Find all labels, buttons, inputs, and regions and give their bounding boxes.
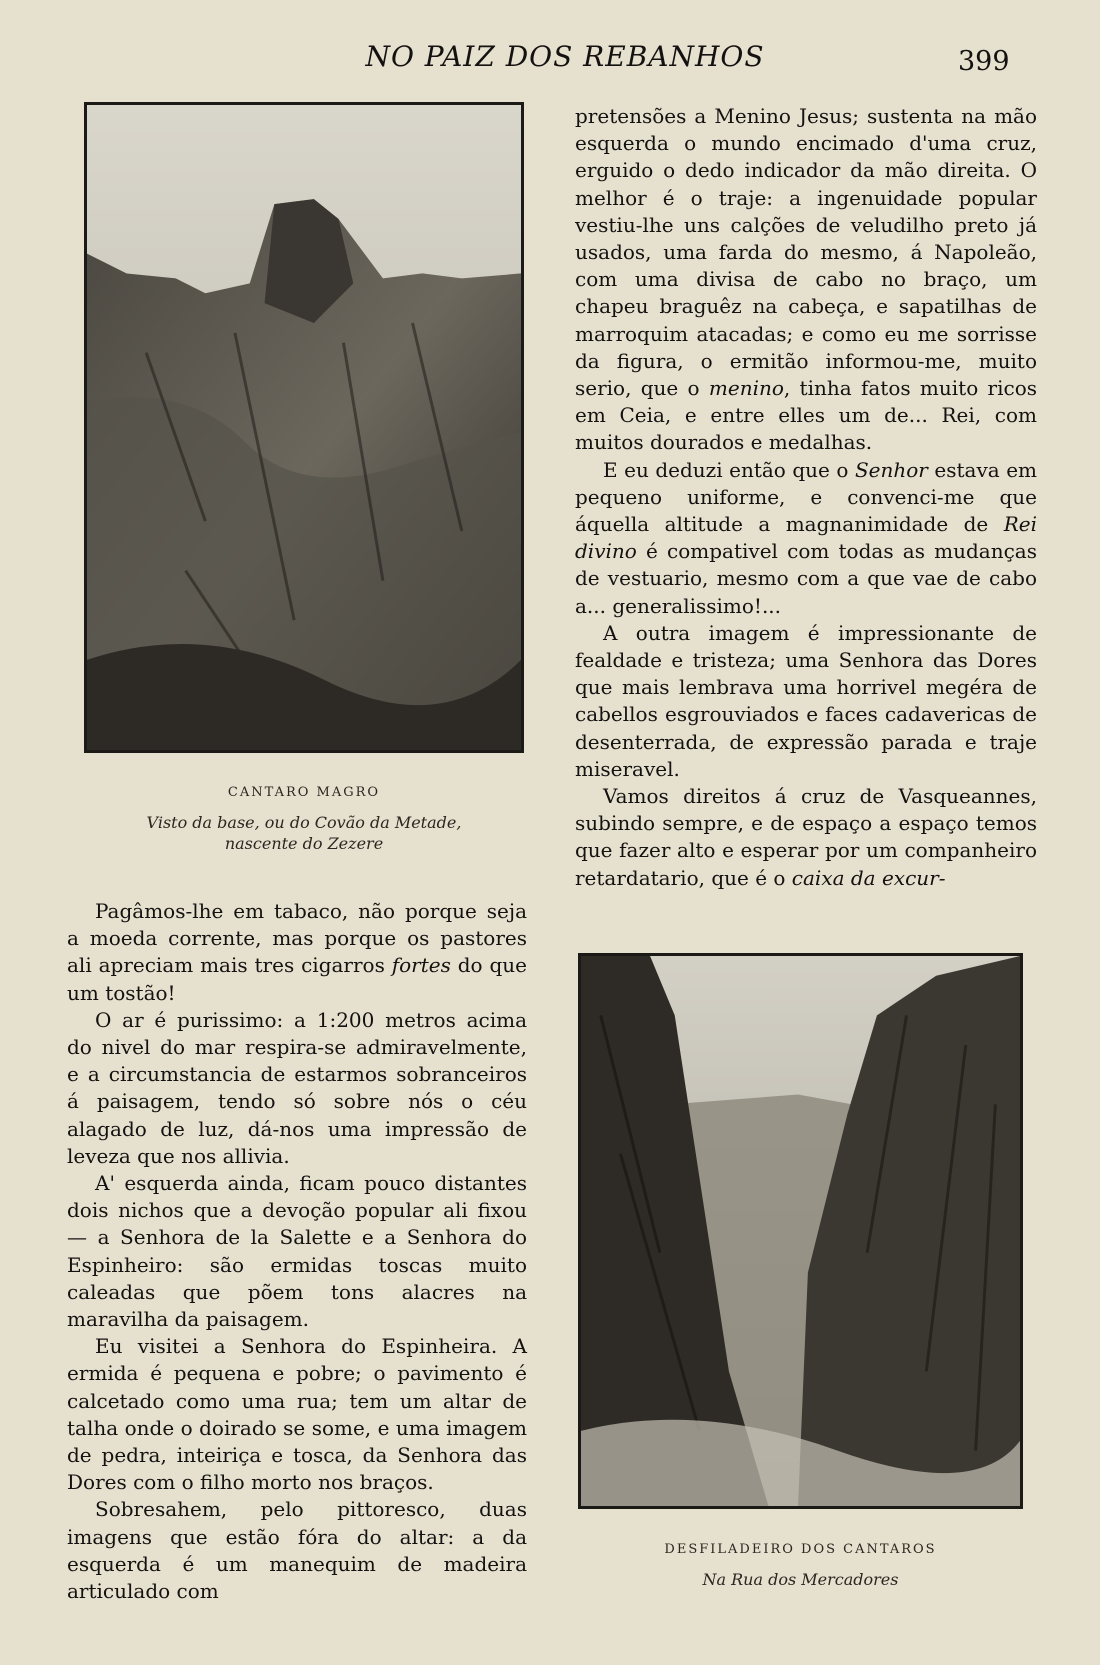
figure-1-subtitle-line1: Visto da base, ou do Covão da Metade, [146,813,462,832]
text-run: do que um tostão! [67,953,528,1005]
paragraph: Sobresahem, pelo pittoresco, duas imagens que estão fóra do altar: a da esquerda é um manequim de madeira articulado com [67,1497,527,1604]
text-run: Pagâmos-lhe em tabaco, não porque seja a moeda corrente, mas porque os pastores ali apreciam mais tres cigarros [67,899,527,978]
text-run: estava em pequeno uniforme, e convenci-me que áquella altitude a magnanimidade de [575,457,1037,537]
figure-1-title: CANTARO MAGRO [227,785,381,800]
text-run: é compativel com todas as mudanças de vestuario, mesmo com a que vae de cabo a... generalissimo!... [575,539,1037,618]
text-run: pretensões a Menino Jesus; sustenta na mão esquerda o mundo encimado d'uma cruz, erguido o dedo indicador da mão direita. O melhor é o traje: a ingenuidade popular vestiu-lhe uns calções de veludilho preto já usados, uma farda do mesmo, á Napoleão, com uma divisa de cabo no braço, um chapeu braguêz na cabeça, e sapatilhas de marroquim atacadas; e como eu me sorrisse da figura, o ermitão informou-me, muito serio, que o [575,104,1037,401]
rocky-peak-illustration [87,105,521,750]
figure-caption-1 [84,785,524,854]
right-text-column [575,103,1037,892]
page-number: 399 [958,46,1010,77]
paragraph [575,457,1037,620]
rocky-peak-photo [84,102,524,753]
italic-text: menino [708,376,784,401]
gorge-photo [578,953,1023,1509]
text-run: Vamos direitos á cruz de Vasqueannes, subindo sempre, e de espaço a espaço temos que fazer alto e esperar por um companheiro retardatario, que é o [575,784,1037,890]
paragraph: A' esquerda ainda, ficam pouco distantes dois nichos que a devoção popular ali fixou — a Senhora de la Salette e a Senhora do Espinheiro: são ermidas toscas muito caleadas que põem tons alacres na maravilha da paisagem. [67,1171,527,1332]
paragraph: A outra imagem é impressionante de fealdade e tristeza; uma Senhora das Dores que mais lembrava uma horrivel megéra de cabellos esgrouviados e faces cadavericas de desenterrada, de expressão parada e traje miseravel. [575,620,1037,781]
gorge-illustration [581,956,1020,1506]
paragraph: Eu visitei a Senhora do Espinheira. A ermida é pequena e pobre; o pavimento é calcetado como uma rua; tem um altar de talha onde o doirado se some, e uma imagem de pedra, inteiriça e tosca, da Senhora das Dores com o filho morto nos braços. [67,1334,527,1495]
text-run: , tinha fatos muito ricos em Ceia, e entre elles um de... Rei, com muitos dourados e medalhas. [575,376,1038,455]
figure-caption-2 [578,1542,1023,1590]
figure-1-subtitle-line2: nascente do Zezere [224,834,384,853]
italic-text: Senhor [854,457,928,482]
figure-2-subtitle-line1: Na Rua dos Mercadores [702,1570,899,1589]
italic-text: caixa da excur- [791,865,946,890]
paragraph [575,783,1037,892]
paragraph [67,898,527,1007]
left-text-column [67,898,527,1605]
running-title: NO PAIZ DOS REBANHOS [365,40,765,73]
text-run: E eu deduzi então que o [603,457,855,482]
italic-text: fortes [391,953,451,978]
italic-text: Rei divino [575,512,1037,564]
paragraph: O ar é purissimo: a 1:200 metros acima do nivel do mar respira-se admiravelmente, e a circumstancia de estarmos sobranceiros á paisagem, tendo só sobre nós o céu alagado de luz, dá-nos uma impressão de leveza que nos allivia. [67,1007,527,1168]
paragraph [575,103,1037,457]
figure-2-title: DESFILADEIRO DOS CANTAROS [664,1542,937,1557]
